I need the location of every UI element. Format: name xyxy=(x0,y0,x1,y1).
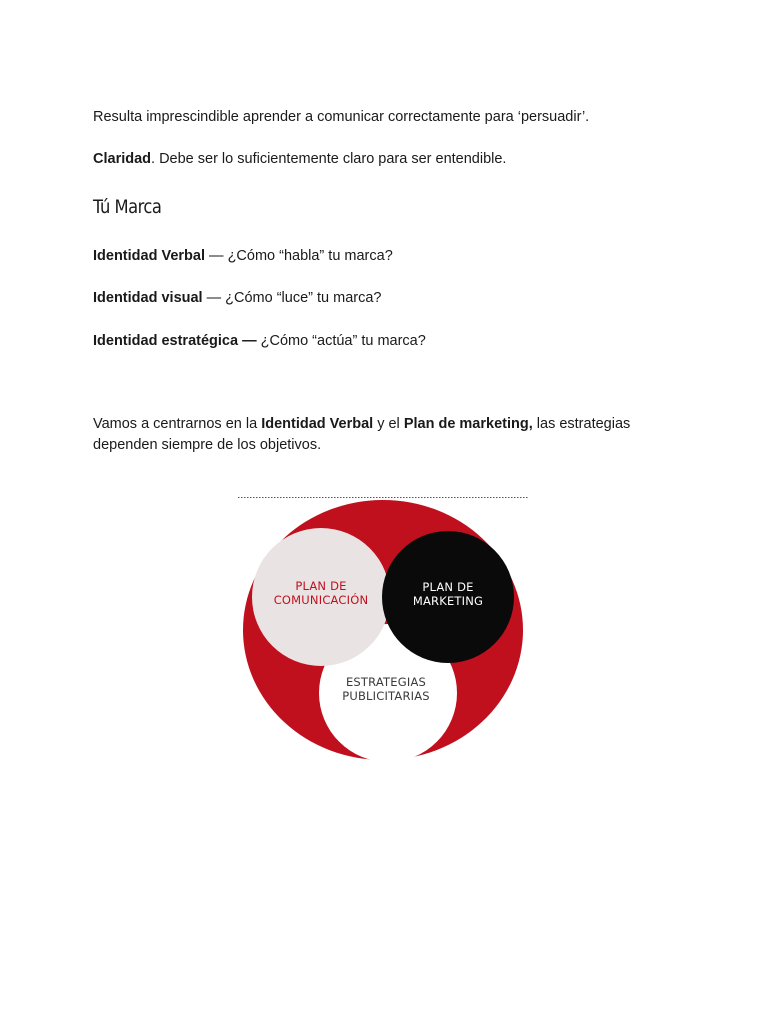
identity-question: ¿Cómo “luce” tu marca? xyxy=(225,290,382,306)
identity-visual-item xyxy=(93,288,381,309)
strategies-label-line1: ESTRATEGIAS xyxy=(345,675,427,689)
communication-label-line2: COMUNICACIÓN xyxy=(273,593,369,607)
identity-label: Identidad estratégica xyxy=(93,333,239,349)
closing-paragraph xyxy=(93,414,668,456)
closing-bold-marketing: Plan de marketing, xyxy=(403,416,533,432)
identity-verbal-item xyxy=(93,246,393,267)
identity-label: Identidad visual xyxy=(93,290,203,306)
closing-bold-verbal: Identidad Verbal xyxy=(261,416,374,432)
identity-dash: — xyxy=(202,290,226,306)
identity-strategic-item xyxy=(93,331,426,352)
identity-dash: — xyxy=(238,333,261,349)
identity-label: Identidad Verbal xyxy=(93,248,205,264)
venn-diagram xyxy=(238,495,530,763)
clarity-label: Claridad xyxy=(93,151,152,167)
marketing-label-line1: PLAN DE xyxy=(422,580,474,594)
brand-heading: Tú Marca xyxy=(93,196,162,218)
identity-question: ¿Cómo “habla” tu marca? xyxy=(227,248,393,264)
strategies-label-line2: PUBLICITARIAS xyxy=(342,689,430,703)
intro-text: Resulta imprescindible aprender a comunicar correctamente para ‘persuadir’. xyxy=(93,109,590,125)
marketing-label-line2: MARKETING xyxy=(412,594,484,608)
closing-text-1: Vamos a centrarnos en la xyxy=(93,416,262,432)
identity-dash: — xyxy=(205,248,228,264)
closing-text-2: y el xyxy=(373,416,404,432)
intro-paragraph xyxy=(93,107,589,128)
clarity-paragraph xyxy=(93,149,506,170)
closing-text-3: las estrategias dependen siempre de los objetivos. xyxy=(93,416,631,453)
communication-label-line1: PLAN DE xyxy=(295,579,347,593)
identity-question: ¿Cómo “actúa” tu marca? xyxy=(260,333,426,349)
clarity-text: . Debe ser lo suficientemente claro para ser entendible. xyxy=(151,151,507,167)
